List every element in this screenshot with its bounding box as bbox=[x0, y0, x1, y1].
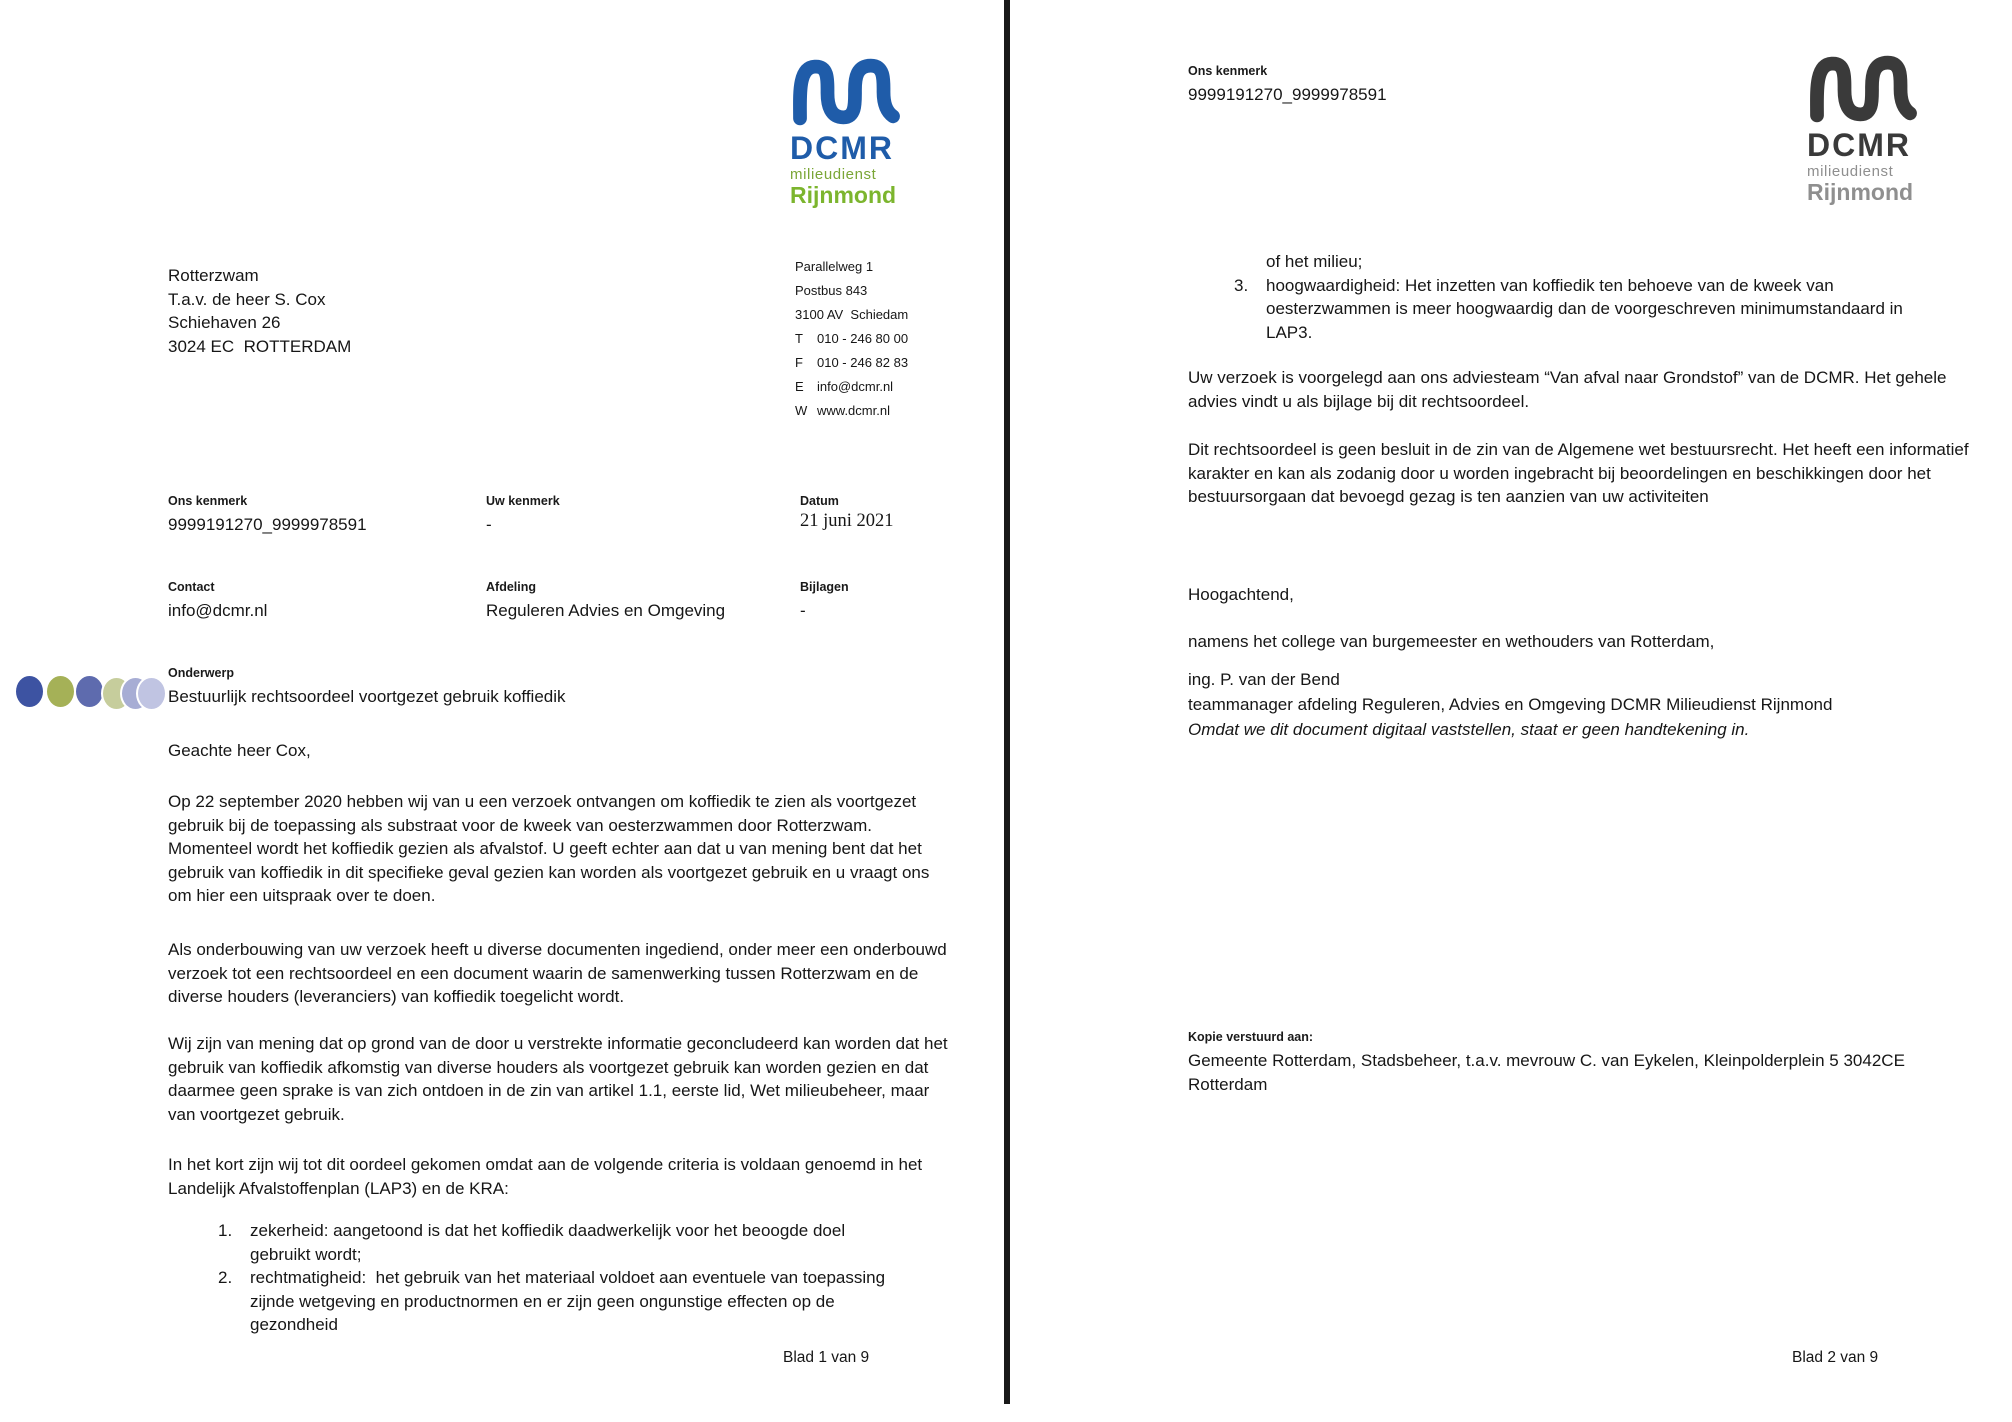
recipient-line: Schiehaven 26 bbox=[168, 313, 281, 332]
criteria-list-continued bbox=[1188, 250, 1972, 344]
copy-block bbox=[1188, 1030, 1972, 1096]
email-prefix: E bbox=[795, 379, 804, 394]
paragraph-text: Wij zijn van mening dat op grond van de door u verstrekte informatie geconcludeerd kan worden dat het gebruik van koffiedik afkomstig van diverse houders als voortgezet gebruik kan worden gezien en dat daarmee geen sprake is van zich ontdoen in de zin van artikel 1.1, eerste lid, Wet milieubeheer, maar van voortgezet gebruik. bbox=[168, 1034, 948, 1124]
list-continuation-text: of het milieu; bbox=[1266, 252, 1363, 271]
dot-icon bbox=[47, 676, 74, 707]
paragraph-text: Dit rechtsoordeel is geen besluit in de zin van de Algemene wet bestuursrecht. Het heeft een informatief karakter en kan als zodanig door u worden ingebracht bij beoordelingen en beschikkingen door het bestuursorgaan dat bevoegd gezag is ten aanzien van uw activiteiten bbox=[1188, 440, 1969, 506]
paragraph bbox=[168, 1153, 952, 1200]
dcmr-logo bbox=[790, 55, 910, 208]
subject-label: Onderwerp bbox=[168, 666, 234, 680]
list-item-text: rechtmatigheid: het gebruik van het materiaal voldoet aan eventuele van toepassing zijnde wetgeving en productnormen en er zijn geen ongunstige effecten op de gezondheid bbox=[250, 1268, 890, 1334]
field-contact bbox=[168, 580, 267, 621]
website-value: www.dcmr.nl bbox=[817, 403, 890, 418]
field-bijlagen bbox=[800, 580, 849, 621]
list-item-number: 2. bbox=[218, 1268, 233, 1287]
field-value: 9999191270_9999978591 bbox=[1188, 85, 1387, 104]
sender-postbus: Postbus 843 bbox=[795, 283, 868, 298]
paragraph bbox=[1188, 438, 1972, 509]
website-prefix: W bbox=[795, 403, 808, 418]
dcmr-logo-grey bbox=[1807, 52, 1927, 205]
paragraph-text: Op 22 september 2020 hebben wij van u een verzoek ontvangen om koffiedik te zien als voortgezet gebruik bij de toepassing als substraat voor de kweek van oesterzwammen door Rotterzwam. Momenteel wordt het koffiedik gezien als afvalstof. U geeft echter aan dat u van mening bent dat het gebruik van koffiedik in dit specifieke geval gezien kan worden als voortgezet gebruik en u vraagt ons om hier een uitspraak over te doen. bbox=[168, 792, 930, 905]
dot-icon bbox=[16, 676, 43, 707]
list-item bbox=[218, 1266, 952, 1337]
sender-city: 3100 AV Schiedam bbox=[795, 307, 909, 322]
signer-title: teammanager afdeling Reguleren, Advies en Omgeving DCMR Milieudienst Rijnmond bbox=[1188, 695, 1833, 714]
field-value: Reguleren Advies en Omgeving bbox=[486, 601, 726, 620]
paragraph-text: Uw verzoek is voorgelegd aan ons adviesteam “Van afval naar Grondstof” van de DCMR. Het gehele advies vindt u als bijlage bij dit rechtsoordeel. bbox=[1188, 368, 1947, 411]
paragraph bbox=[1188, 366, 1972, 413]
on-behalf-line: namens het college van burgemeester en wethouders van Rotterdam, bbox=[1188, 632, 1715, 651]
recipient-line: 3024 EC ROTTERDAM bbox=[168, 336, 352, 356]
paragraph-text: Als onderbouwing van uw verzoek heeft u diverse documenten ingediend, onder meer een onderbouwd verzoek tot een rechtsoordeel en een document waarin de samenwerking tussen Rotterzwam en de diverse houders (leveranciers) van koffiedik toegelicht wordt. bbox=[168, 940, 947, 1006]
sender-contact-block bbox=[795, 255, 908, 423]
field-value: - bbox=[486, 515, 492, 534]
subject-block bbox=[168, 666, 566, 707]
field-datum bbox=[800, 494, 894, 532]
list-item-number: 1. bbox=[218, 1221, 233, 1240]
field-label: Ons kenmerk bbox=[1188, 64, 1268, 78]
field-label: Uw kenmerk bbox=[486, 494, 560, 508]
sender-website bbox=[795, 399, 908, 423]
copy-label: Kopie verstuurd aan: bbox=[1188, 1030, 1314, 1044]
field-afdeling bbox=[486, 580, 725, 621]
list-item-text: hoogwaardigheid: Het inzetten van koffiedik ten behoeve van de kweek van oesterzwammen is meer hoogwaardig dan de voorgeschreven minimumstandaard in LAP3. bbox=[1266, 275, 1908, 342]
logo-text-dcmr: DCMR bbox=[1807, 127, 1911, 163]
field-uw-kenmerk bbox=[486, 494, 560, 535]
signature-note: Omdat we dit document digitaal vaststellen, staat er geen handtekening in. bbox=[1188, 720, 1750, 739]
paragraph bbox=[168, 1032, 952, 1126]
paragraph bbox=[168, 790, 952, 908]
sender-fax bbox=[795, 351, 908, 375]
logo-text-dcmr: DCMR bbox=[790, 130, 894, 166]
field-value: info@dcmr.nl bbox=[168, 601, 268, 620]
dot-icon bbox=[136, 676, 167, 711]
paragraph-text: In het kort zijn wij tot dit oordeel gekomen omdat aan de volgende criteria is voldaan genoemd in het Landelijk Afvalstoffenplan (LAP3) en de KRA: bbox=[168, 1155, 923, 1198]
sender-street: Parallelweg 1 bbox=[795, 259, 874, 274]
field-label: Datum bbox=[800, 494, 839, 508]
email-value: info@dcmr.nl bbox=[817, 379, 894, 394]
list-item-number: 3. bbox=[1234, 275, 1249, 295]
recipient-line: T.a.v. de heer S. Cox bbox=[168, 289, 326, 309]
dot-icon bbox=[76, 676, 103, 707]
closing: Hoogachtend, bbox=[1188, 585, 1294, 604]
logo-text-milieudienst: milieudienst bbox=[790, 166, 877, 183]
logo-text-rijnmond: Rijnmond bbox=[1807, 179, 1914, 205]
signer-name: ing. P. van der Bend bbox=[1188, 670, 1340, 689]
field-ons-kenmerk bbox=[168, 494, 367, 535]
sender-phone bbox=[795, 327, 908, 351]
field-value: 21 juni 2021 bbox=[800, 511, 894, 531]
fax-value: 010 - 246 82 83 bbox=[817, 355, 909, 370]
criteria-list bbox=[168, 1219, 952, 1337]
page-1 bbox=[0, 0, 1004, 1422]
phone-prefix: T bbox=[795, 331, 803, 346]
field-label: Bijlagen bbox=[800, 580, 849, 594]
recipient-line: Rotterzwam bbox=[168, 266, 259, 285]
salutation: Geachte heer Cox, bbox=[168, 741, 311, 760]
list-item bbox=[218, 1219, 952, 1266]
subject-value: Bestuurlijk rechtsoordeel voortgezet gebruik koffiedik bbox=[168, 687, 566, 706]
copy-text: Gemeente Rotterdam, Stadsbeheer, t.a.v. mevrouw C. van Eykelen, Kleinpolderplein 5 3042CE Rotterdam bbox=[1188, 1051, 1905, 1094]
field-label: Afdeling bbox=[486, 580, 536, 594]
list-item-text: zekerheid: aangetoond is dat het koffiedik daadwerkelijk voor het beoogde doel gebruikt wordt; bbox=[250, 1221, 850, 1264]
field-label: Contact bbox=[168, 580, 215, 594]
logo-text-rijnmond: Rijnmond bbox=[790, 182, 897, 208]
field-value: 9999191270_9999978591 bbox=[168, 515, 367, 534]
dcmr-wave-icon bbox=[1807, 52, 1919, 126]
signature-block bbox=[1188, 667, 1832, 742]
field-value: - bbox=[800, 601, 806, 620]
list-item bbox=[1234, 274, 1972, 345]
page-2 bbox=[1010, 0, 2012, 1422]
recipient-address bbox=[168, 264, 351, 358]
dcmr-wave-icon bbox=[790, 55, 902, 129]
page-footer: Blad 1 van 9 bbox=[783, 1349, 870, 1366]
logo-text-milieudienst: milieudienst bbox=[1807, 163, 1894, 180]
field-label: Ons kenmerk bbox=[168, 494, 248, 508]
fax-prefix: F bbox=[795, 355, 803, 370]
paragraph bbox=[168, 938, 952, 1009]
page-footer: Blad 2 van 9 bbox=[1792, 1349, 1879, 1366]
phone-value: 010 - 246 80 00 bbox=[817, 331, 909, 346]
sender-email bbox=[795, 375, 908, 399]
field-ons-kenmerk bbox=[1188, 64, 1387, 105]
